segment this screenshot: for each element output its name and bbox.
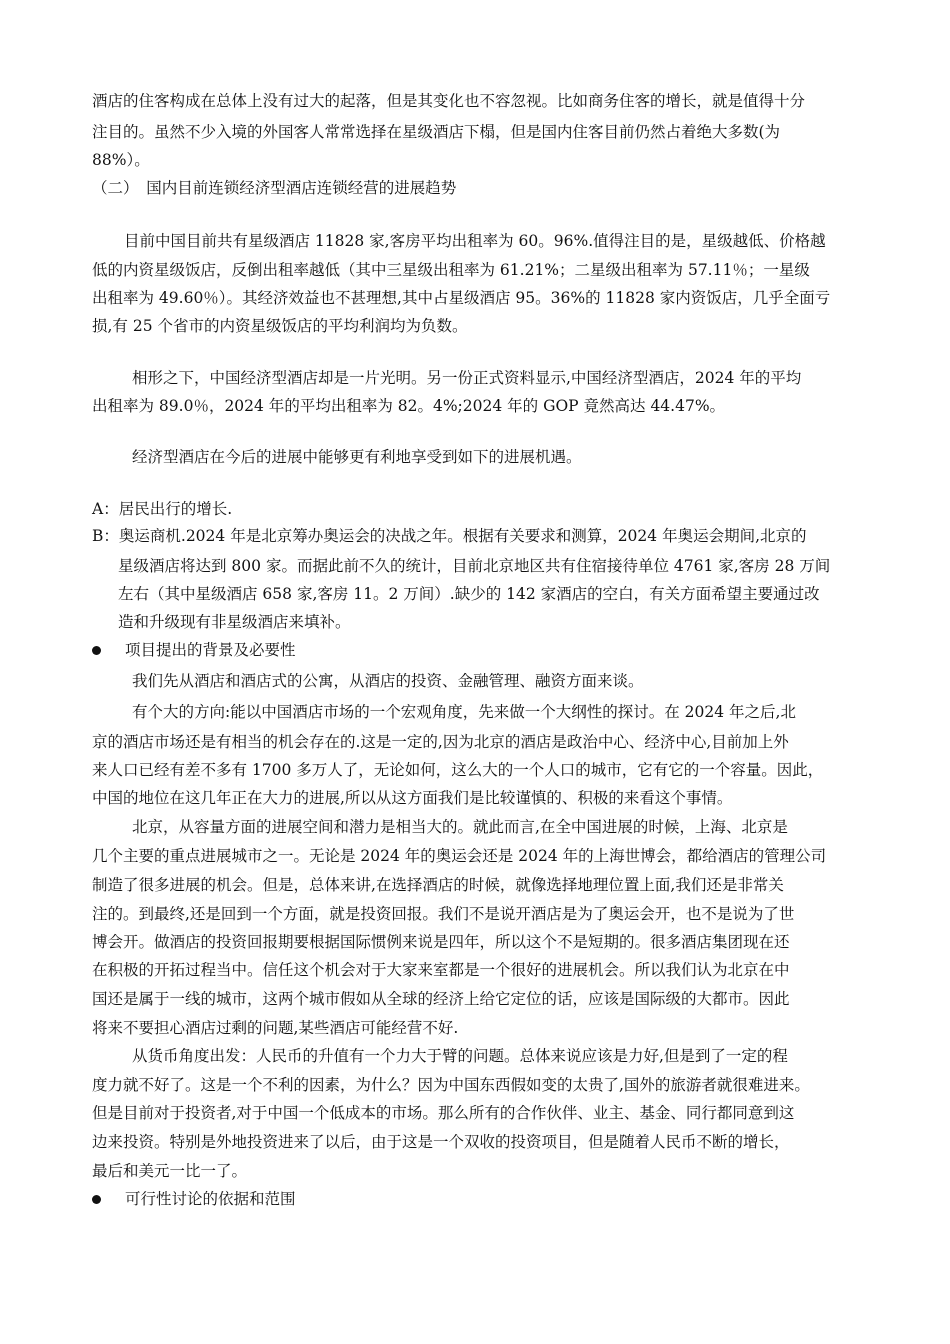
background-para-3-line-8: 将来不要担心酒店过剩的问题,某些酒店可能经营不好. [92, 1019, 459, 1037]
background-para-3-line-1: 北京，从容量方面的进展空间和潜力是相当大的。就此而言,在全中国进展的时候，上海、北京是 [132, 818, 788, 836]
item-a: A：居民出行的增长. [92, 500, 233, 518]
background-para-2-line-1: 有个大的方向:能以中国酒店市场的一个宏观角度，先来做一个大纲性的探讨。在 2024 年之后,北 [132, 703, 796, 721]
background-para-3-line-4: 注的。到最终,还是回到一个方面，就是投资回报。我们不是说开酒店是为了奥运会开，也不是说为了世 [92, 905, 795, 923]
compare-line-2: 出租率为 89.0％，2024 年的平均出租率为 82。4%;2024 年的 GOP 竟然高达 44.47%。 [92, 397, 726, 415]
background-para-3-line-5: 博会开。做酒店的投资回报期要根据国际惯例来说是四年，所以这个不是短期的。很多酒店集团现在还 [92, 933, 790, 951]
background-para-3-line-7: 国还是属于一线的城市，这两个城市假如从全球的经济上给它定位的话，应该是国际级的大都市。因此 [92, 990, 790, 1008]
background-para-4-line-2: 度力就不好了。这是一个不利的因素，为什么？因为中国东西假如变的太贵了,国外的旅游者就很难进来。 [92, 1076, 810, 1094]
bullet-dot-2 [92, 1195, 101, 1204]
intro-line-1: 酒店的住客构成在总体上没有过大的起落，但是其变化也不容忽视。比如商务住客的增长，就是值得十分 [92, 92, 806, 110]
background-para-2-line-3: 来人口已经有差不多有 1700 多万人了，无论如何，这么大的一个人口的城市，它有它的一个容量。因此， [92, 761, 824, 779]
compare-line-1: 相形之下，中国经济型酒店却是一片光明。另一份正式资料显示,中国经济型酒店，2024 年的平均 [132, 369, 802, 387]
background-para-2-line-4: 中国的地位在这几年正在大力的进展,所以从这方面我们是比较谨慎的、积极的来看这个事情。 [92, 789, 733, 807]
stats-line-1: 目前中国目前共有星级酒店 11828 家,客房平均出租率为 60。96%.值得注目的是，星级越低、价格越 [124, 232, 826, 250]
background-para-3-line-6: 在积极的开拓过程当中。信任这个机会对于大家来室都是一个很好的进展机会。所以我们认为北京在中 [92, 961, 790, 979]
background-para-1: 我们先从酒店和酒店式的公寓，从酒店的投资、金融管理、融资方面来谈。 [132, 672, 644, 690]
background-para-4-line-5: 最后和美元一比一了。 [92, 1162, 248, 1180]
intro-line-3: 88%）。 [92, 151, 150, 169]
item-b-line-3: 左右（其中星级酒店 658 家,客房 11。2 万间）.缺少的 142 家酒店的空白，有关方面希望主要通过改 [118, 585, 820, 603]
item-b-line-2: 星级酒店将达到 800 家。而据此前不久的统计，目前北京地区共有住宿接待单位 4761 家,客房 28 万间 [118, 557, 831, 575]
section-heading: （二） 国内目前连锁经济型酒店连锁经营的进展趋势 [92, 179, 457, 197]
stats-line-4: 损,有 25 个省市的内资星级饭店的平均利润均为负数。 [92, 317, 468, 335]
background-para-4-line-4: 边来投资。特别是外地投资进来了以后，由于这是一个双收的投资项目，但是随着人民币不断的增长， [92, 1133, 790, 1151]
background-para-3-line-3: 制造了很多进展的机会。但是，总体来讲,在选择酒店的时候，就像选择地理位置上面,我们还是非常关 [92, 876, 784, 894]
bullet-dot-1 [92, 646, 101, 655]
bullet-heading-background: 项目提出的背景及必要性 [125, 641, 296, 659]
opportunities-intro: 经济型酒店在今后的进展中能够更有利地享受到如下的进展机遇。 [132, 448, 582, 466]
background-para-2-line-2: 京的酒店市场还是有相当的机会存在的.这是一定的,因为北京的酒店是政治中心、经济中心,目前加上外 [92, 733, 789, 751]
background-para-4-line-1: 从货币角度出发：人民币的升值有一个力大于臂的问题。总体来说应该是力好,但是到了一定的程 [132, 1047, 788, 1065]
stats-line-2: 低的内资星级饭店，反倒出租率越低（其中三星级出租率为 61.21%；二星级出租率为 57.11％；一星级 [92, 261, 810, 279]
intro-line-2: 注目的。虽然不少入境的外国客人常常选择在星级酒店下榻，但是国内住客目前仍然占着绝大多数(为 [92, 123, 781, 141]
background-para-4-line-3: 但是目前对于投资者,对于中国一个低成本的市场。那么所有的合作伙伴、业主、基金、同行都同意到这 [92, 1104, 795, 1122]
bullet-heading-feasibility: 可行性讨论的依据和范围 [125, 1190, 296, 1208]
background-para-3-line-2: 几个主要的重点进展城市之一。无论是 2024 年的奥运会还是 2024 年的上海世博会，都给酒店的管理公司 [92, 847, 827, 865]
item-b-line-1: B：奥运商机.2024 年是北京筹办奥运会的决战之年。根据有关要求和测算，2024 年奥运会期间,北京的 [92, 527, 807, 545]
stats-line-3: 出租率为 49.60％）。其经济效益也不甚理想,其中占星级酒店 95。36%的 11828 家内资饭店，几乎全面亏 [92, 289, 831, 307]
item-b-line-4: 造和升级现有非星级酒店来填补。 [118, 613, 351, 631]
